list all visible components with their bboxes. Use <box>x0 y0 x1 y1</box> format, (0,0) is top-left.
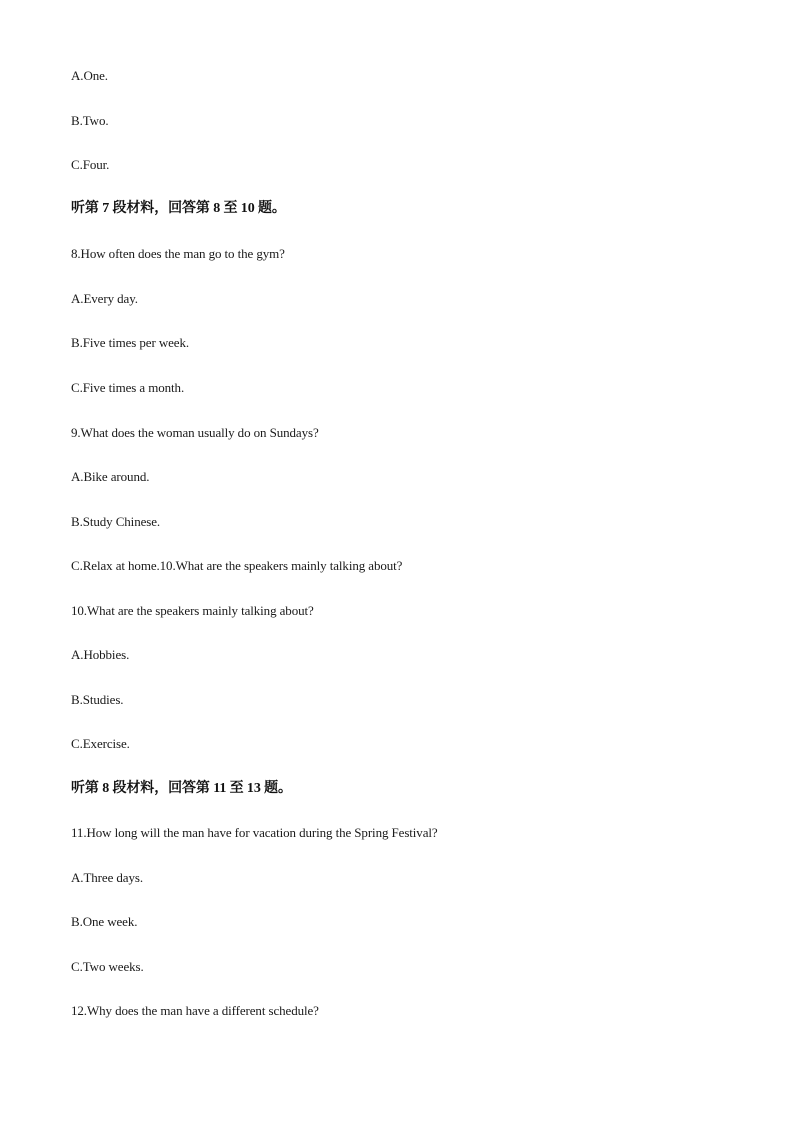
question-10-option-c: C.Exercise. <box>71 736 130 751</box>
question-12: 12.Why does the man have a different schedule? <box>71 1003 319 1018</box>
section-heading-7: 听第 7 段材料，回答第 8 至 10 题。 <box>71 201 286 216</box>
question-8-option-a: A.Every day. <box>71 291 138 306</box>
question-11-option-a: A.Three days. <box>71 870 143 885</box>
question-9: 9.What does the woman usually do on Sundays? <box>71 425 319 440</box>
question-11-option-b: B.One week. <box>71 914 138 929</box>
question-9-option-c: C.Relax at home.10.What are the speakers mainly talking about? <box>71 558 403 573</box>
question-10-option-a: A.Hobbies. <box>71 647 130 662</box>
option-a-one: A.One. <box>71 68 108 83</box>
question-10-option-b: B.Studies. <box>71 692 124 707</box>
question-8: 8.How often does the man go to the gym? <box>71 246 285 261</box>
question-8-option-c: C.Five times a month. <box>71 380 185 395</box>
option-b-two: B.Two. <box>71 113 109 128</box>
question-11-option-c: C.Two weeks. <box>71 959 144 974</box>
question-11: 11.How long will the man have for vacation during the Spring Festival? <box>71 825 438 840</box>
question-8-option-b: B.Five times per week. <box>71 335 190 350</box>
question-9-option-b: B.Study Chinese. <box>71 514 161 529</box>
question-10: 10.What are the speakers mainly talking about? <box>71 603 314 618</box>
option-c-four: C.Four. <box>71 157 110 172</box>
section-heading-8: 听第 8 段材料，回答第 11 至 13 题。 <box>71 781 292 796</box>
question-9-option-a: A.Bike around. <box>71 469 150 484</box>
